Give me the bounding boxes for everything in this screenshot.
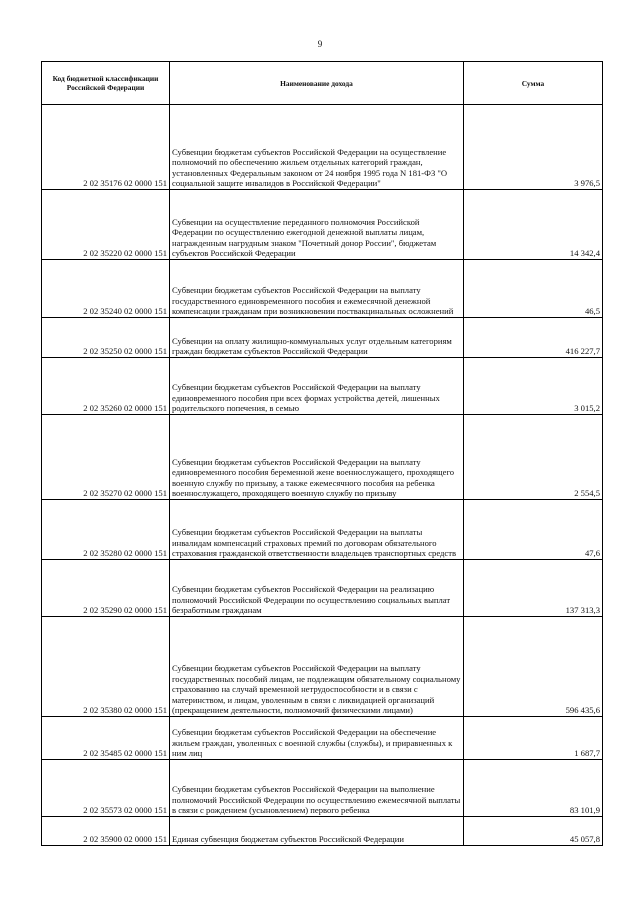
row-sum: 3 015,2 <box>464 358 603 415</box>
table-row <box>42 717 603 760</box>
table-row <box>42 760 603 817</box>
row-name: Субвенции бюджетам субъектов Российской Федерации на выплату государственного единовременного пособия и ежемесячной денежной компенсации гражданам при возникновении поствакцинальных осложнений <box>170 260 464 318</box>
row-sum: 137 313,3 <box>464 560 603 617</box>
row-code: 2 02 35485 02 0000 151 <box>42 717 170 760</box>
page-number: 9 <box>317 39 323 49</box>
row-name: Субвенции на оплату жилищно-коммунальных услуг отдельным категориям граждан бюджетам субъектов Российской Федерации <box>170 318 464 358</box>
row-code: 2 02 35176 02 0000 151 <box>42 105 170 190</box>
row-code: 2 02 35270 02 0000 151 <box>42 415 170 500</box>
table-row <box>42 415 603 500</box>
row-code: 2 02 35250 02 0000 151 <box>42 318 170 358</box>
row-sum: 416 227,7 <box>464 318 603 358</box>
row-name: Субвенции на осуществление переданного полномочия Российской Федерации по осуществлению ежегодной денежной выплаты лицам, награжденным нагрудным знаком "Почетный донор России", бюджетам субъектов Российской Федерации <box>170 190 464 260</box>
row-name: Субвенции бюджетам субъектов Российской Федерации на выплату единовременного пособия беременной жене военнослужащего, проходящего военную службу по призыву, а также ежемесячного пособия на ребенка военнослужащего, проходящего военную службу по призыву <box>170 415 464 500</box>
row-name: Субвенции бюджетам субъектов Российской Федерации на реализацию полномочий Российской Федерации по осуществлению социальных выплат безработным гражданам <box>170 560 464 617</box>
table-row <box>42 318 603 358</box>
header-sum: Сумма <box>464 62 603 105</box>
row-code: 2 02 35290 02 0000 151 <box>42 560 170 617</box>
table-row <box>42 105 603 190</box>
row-name: Субвенции бюджетам субъектов Российской Федерации на осуществление полномочий по обеспечению жильем отдельных категорий граждан, установленных Федеральным законом от 24 ноября 1995 года N 181-ФЗ "О социальной защите инвалидов в Российской Федерации" <box>170 105 464 190</box>
row-code: 2 02 35573 02 0000 151 <box>42 760 170 817</box>
row-code: 2 02 35220 02 0000 151 <box>42 190 170 260</box>
row-sum: 46,5 <box>464 260 603 318</box>
row-code: 2 02 35260 02 0000 151 <box>42 358 170 415</box>
row-sum: 1 687,7 <box>464 717 603 760</box>
row-name: Субвенции бюджетам субъектов Российской Федерации на обеспечение жильем граждан, уволенных с военной службы (службы), и приравненных к ним лиц <box>170 717 464 760</box>
row-sum: 45 057,8 <box>464 817 603 846</box>
row-name: Субвенции бюджетам субъектов Российской Федерации на выплату единовременного пособия при всех формах устройства детей, лишенных родительского попечения, в семью <box>170 358 464 415</box>
header-name: Наименование дохода <box>170 62 464 105</box>
row-name: Единая субвенция бюджетам субъектов Российской Федерации <box>170 817 464 846</box>
table-header <box>42 62 603 105</box>
revenue-table <box>41 61 603 846</box>
table-row <box>42 260 603 318</box>
row-name: Субвенции бюджетам субъектов Российской Федерации на выполнение полномочий Российской Федерации по осуществлению ежемесячной выплаты в связи с рождением (усыновлением) первого ребенка <box>170 760 464 817</box>
table-row <box>42 190 603 260</box>
row-sum: 2 554,5 <box>464 415 603 500</box>
row-name: Субвенции бюджетам субъектов Российской Федерации на выплаты инвалидам компенсаций страховых премий по договорам обязательного страхования гражданской ответственности владельцев транспортных средств <box>170 500 464 560</box>
table-row <box>42 817 603 846</box>
table-row <box>42 358 603 415</box>
row-sum: 596 435,6 <box>464 617 603 717</box>
table-row <box>42 617 603 717</box>
row-code: 2 02 35240 02 0000 151 <box>42 260 170 318</box>
row-code: 2 02 35900 02 0000 151 <box>42 817 170 846</box>
row-sum: 47,6 <box>464 500 603 560</box>
header-code: Код бюджетной классификации Российской Федерации <box>42 62 170 105</box>
row-code: 2 02 35380 02 0000 151 <box>42 617 170 717</box>
table-row <box>42 500 603 560</box>
row-code: 2 02 35280 02 0000 151 <box>42 500 170 560</box>
row-sum: 83 101,9 <box>464 760 603 817</box>
table-row <box>42 560 603 617</box>
row-name: Субвенции бюджетам субъектов Российской Федерации на выплату государственных пособий лицам, не подлежащим обязательному социальному страхованию на случай временной нетрудоспособности и в связи с материнством, и лицам, уволенным в связи с ликвидацией организаций (прекращением деятельности, полномочий физическими лицами) <box>170 617 464 717</box>
row-sum: 3 976,5 <box>464 105 603 190</box>
row-sum: 14 342,4 <box>464 190 603 260</box>
